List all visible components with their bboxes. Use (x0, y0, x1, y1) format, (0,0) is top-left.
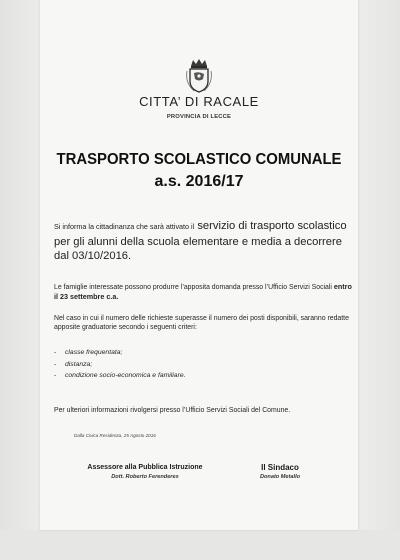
intro-lead: Si informa la cittadinanza che sarà attivato il (54, 222, 195, 231)
school-year: a.s. 2016/17 (154, 173, 244, 190)
list-item: - distanza; (54, 359, 334, 371)
criteria-list (54, 347, 334, 382)
assessor-name: Dott. Roberto Ferenderes (111, 474, 179, 480)
application-deadline: entro il 23 settembre c.a. (54, 282, 352, 302)
place-date: Dalla Civica Residenza, 25 Agosto 2016 (74, 433, 156, 438)
background-left (0, 0, 40, 560)
criterion-label: classe frequentata; (65, 349, 123, 356)
ranking-paragraph: Nel caso in cui il numero delle richieste superasse il numero dei posti disponibili, saranno redatte apposite graduatorie secondo i seguenti criteri: (54, 315, 349, 332)
assessor-signature (60, 463, 230, 482)
application-paragraph (54, 282, 354, 302)
background-bottom (0, 530, 400, 560)
list-item: - classe frequentata; (54, 347, 334, 359)
assessor-role: Assessore alla Pubblica Istruzione (87, 464, 203, 471)
criterion-label: distanza; (65, 360, 93, 368)
mayor-signature (245, 463, 315, 482)
notice-sheet (40, 0, 358, 530)
notice-title: TRASPORTO SCOLASTICO COMUNALE (56, 151, 342, 168)
list-item: - condizione socio-economica e familiare. (54, 370, 334, 382)
city-name: CITTA’ DI RACALE (139, 94, 259, 109)
intro-rest: servizio di trasporto scolastico per gli alunni della scuola elementare e media a decorrere dal 03/10/2016. (54, 220, 347, 262)
criterion-label: condizione socio-economica e familiare. (65, 372, 186, 379)
mayor-name: Donato Metallo (259, 474, 301, 480)
info-paragraph: Per ulteriori informazioni rivolgersi presso l’Ufficio Servizi Sociali del Comune. (54, 407, 291, 414)
background-right (358, 0, 400, 560)
province-name: PROVINCIA DI LECCE (166, 114, 232, 120)
coat-of-arms-icon (184, 57, 214, 95)
application-text: Le famiglie interessate possono produrre l’apposita domanda presso l’Ufficio Servizi Sociali (54, 284, 334, 291)
intro-paragraph (54, 219, 354, 264)
mayor-role: Il Sindaco (261, 463, 299, 472)
